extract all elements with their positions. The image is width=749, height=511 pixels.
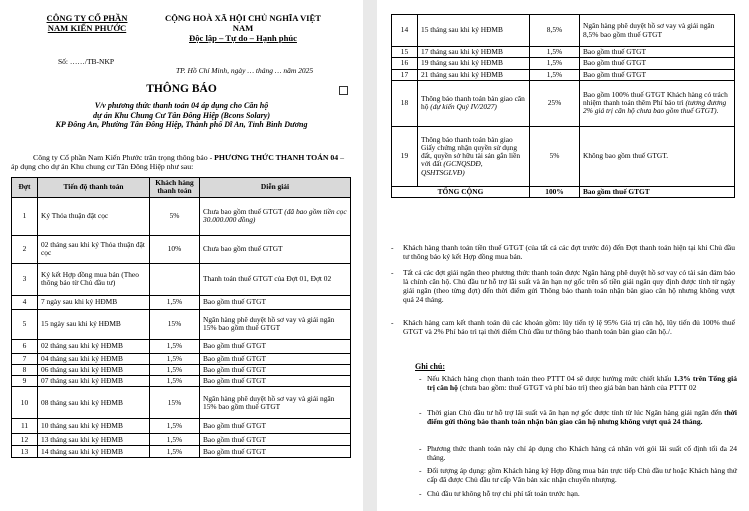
table-row: 18 Thông báo thanh toán bàn giao căn hộ (dự kiến Quý IV/2027) 25% Bao gồm 100% thuế GTGT Khách hàng có trách nhiệm thanh toán thêm Phí bảo trì (tương đương 2% giá trị căn hộ chưa bao gồm thuế GTGT). [392,80,735,126]
note-2: - Thời gian Chủ đầu tư hỗ trợ lãi suất và ân hạn nợ gốc được tính từ lúc Ngân hàng giải ngân đến thời điểm gửi thông báo thanh toán nhận bàn giao căn hộ nhưng không vượt quá 24 tháng. [419,408,737,426]
table-row: 14 15 tháng sau khi ký HĐMB 8,5% Ngân hàng phê duyệt hồ sơ vay và giải ngân 8,5% bao gồm thuế GTGT [392,15,735,47]
table-row: 5 15 ngày sau khi ký HĐMB 15% Ngân hàng phê duyệt hồ sơ vay và giải ngân 15% bao gồm thuế GTGT [12,309,351,339]
note-3: - Phương thức thanh toán này chỉ áp dụng cho Khách hàng cá nhân vởi gói lãi suất cố định tối đa 24 tháng. [419,444,737,462]
table-row: 4 7 ngày sau khi ký HĐMB 1,5% Bao gồm thuế GTGT [12,295,351,309]
table-row: 8 06 tháng sau khi ký HĐMB 1,5% Bao gồm thuế GTGT [12,364,351,375]
notes-title: Ghi chú: [415,362,446,371]
bullet-2: - Tất cả các đợt giải ngân theo phương thức thanh toán được Ngân hàng phê duyệt hồ sơ vay có tài sản đảm bảo là chính căn hộ. Chủ đầu tư hỗ trợ lãi suất và ân hạn nợ gốc trên số tiền giải ngân quy định được tính từ ngày giải ngân (theo từng đợt) đến thời điểm gửi Thông báo thanh toán nhận bàn giao căn hộ nhưng không vượt quá 24 tháng. [391,268,735,304]
national-header: CỘNG HOÀ XÃ HỘI CHỦ NGHĨA VIỆT NAM Độc lập – Tự do – Hạnh phúc [160,14,326,44]
table-row: 11 10 tháng sau khi ký HĐMB 1,5% Bao gồm thuế GTGT [12,419,351,434]
table-header-row: Đợt Tiến độ thanh toán Khách hàng thanh toán Diễn giải [12,178,351,198]
bullet-3: - Khách hàng cam kết thanh toán đủ các khoản gồm: lũy tiến tỷ lệ 95% Giá trị căn hộ, lũy tiến đủ 100% thuế GTGT và 2% Phí bảo trì tại thời điểm Chủ đầu tư thông báo thanh toán bàn giao căn hộ./. [391,318,735,336]
table-row: 19 Thông báo thanh toán bàn giao Giấy chứng nhận quyền sử dụng đất, quyền sở hữu tài sản gắn liền với đất (GCNQSDĐ, QSHTSGLVĐ) 5% Không bao gồm thuế GTGT. [392,126,735,186]
payment-schedule-table-continued [391,14,735,198]
table-row: 15 17 tháng sau khi ký HĐMB 1,5% Bao gồm thuế GTGT [392,47,735,58]
document-subtitle: V/v phương thức thanh toán 04 áp dụng cho Căn hộ dự án Khu Chung Cư Tân Đông Hiệp (Bcons Solary) KP Đông An, Phường Tân Đông Hiệp, Thành phố Dĩ An, Tỉnh Bình Dương [55,101,308,130]
table-row: 6 02 tháng sau khi ký HĐMB 1,5% Bao gồm thuế GTGT [12,339,351,353]
table-row: 1 Ký Thỏa thuận đặt cọc 5% Chưa bao gồm thuế GTGT (đã bao gồm tiền cọc 30.000.000 đồng) [12,197,351,235]
table-row: 12 13 tháng sau khi ký HĐMB 1,5% Bao gồm thuế GTGT [12,434,351,446]
intro-paragraph: Công ty Cổ phần Nam Kiến Phước trân trọng thông báo - PHƯƠNG THỨC THANH TOÁN 04 – áp dụng cho dự án Khu chung cư Tân Đông Hiệp như sau: [11,153,345,171]
note-5: - Chủ đầu tư không hỗ trợ chi phí tất toán trước hạn. [419,489,580,498]
document-date: TP. Hồ Chí Minh, ngày … tháng … năm 2025 [176,66,314,75]
table-row: 2 02 tháng sau khi ký Thỏa thuận đặt cọc 10% Chưa bao gồm thuế GTGT [12,235,351,263]
motto: Độc lập – Tự do – Hạnh phúc [189,32,297,43]
table-row: 16 19 tháng sau khi ký HĐMB 1,5% Bao gồm thuế GTGT [392,58,735,69]
table-row: 7 04 tháng sau khi ký HĐMB 1,5% Bao gồm thuế GTGT [12,353,351,364]
payment-schedule-table [11,177,351,458]
document-title: THÔNG BÁO [146,83,217,95]
table-row: 3 Ký kết Hợp đồng mua bán (Theo thông báo từ Chủ đầu tư) Thanh toán thuế GTGT của Đợt 01, Đợt 02 [12,263,351,295]
table-row: 13 14 tháng sau khi ký HĐMB 1,5% Bao gồm thuế GTGT [12,446,351,458]
checkbox[interactable] [339,86,348,95]
company-name: CÔNG TY CỔ PHẦN NAM KIẾN PHƯỚC [46,13,128,33]
table-row: 17 21 tháng sau khi ký HĐMB 1,5% Bao gồm thuế GTGT [392,69,735,80]
page-2 [377,0,749,511]
bullet-1: - Khách hàng thanh toán tiền thuế GTGT (của tất cả các đợt trước đó) đến Đợt thanh toán hiện tại khi Chủ đầu tư thông báo ký kết Hợp đồng mua bán. [391,243,735,261]
note-1: - Nếu Khách hàng chọn thanh toán theo PTTT 04 sẽ được hưởng mức chiết khấu 1.3% trên Tổng giá trị căn hộ (chưa bao gồm: thuế GTGT và phí bảo trì) theo giá bản ban hành của PTTT 02 [419,374,738,392]
note-4: - Đối tượng áp dụng: gồm Khách hàng ký Hợp đồng mua bán trực tiếp Chủ đầu tư hoặc Khách hàng thứ cấp đã được Chủ đầu tư cấp Văn bản xác nhận chuyển nhượng. [419,466,737,484]
document-number: Số: ……/TB-NKP [58,57,115,66]
page-1 [0,0,363,511]
table-row: 10 08 tháng sau khi ký HĐMB 15% Ngân hàng phê duyệt hồ sơ vay và giải ngân 15% bao gồm thuế GTGT [12,387,351,419]
table-row: 9 07 tháng sau khi ký HĐMB 1,5% Bao gồm thuế GTGT [12,376,351,387]
total-row: TỔNG CỘNG 100% Bao gồm thuế GTGT [392,186,735,197]
